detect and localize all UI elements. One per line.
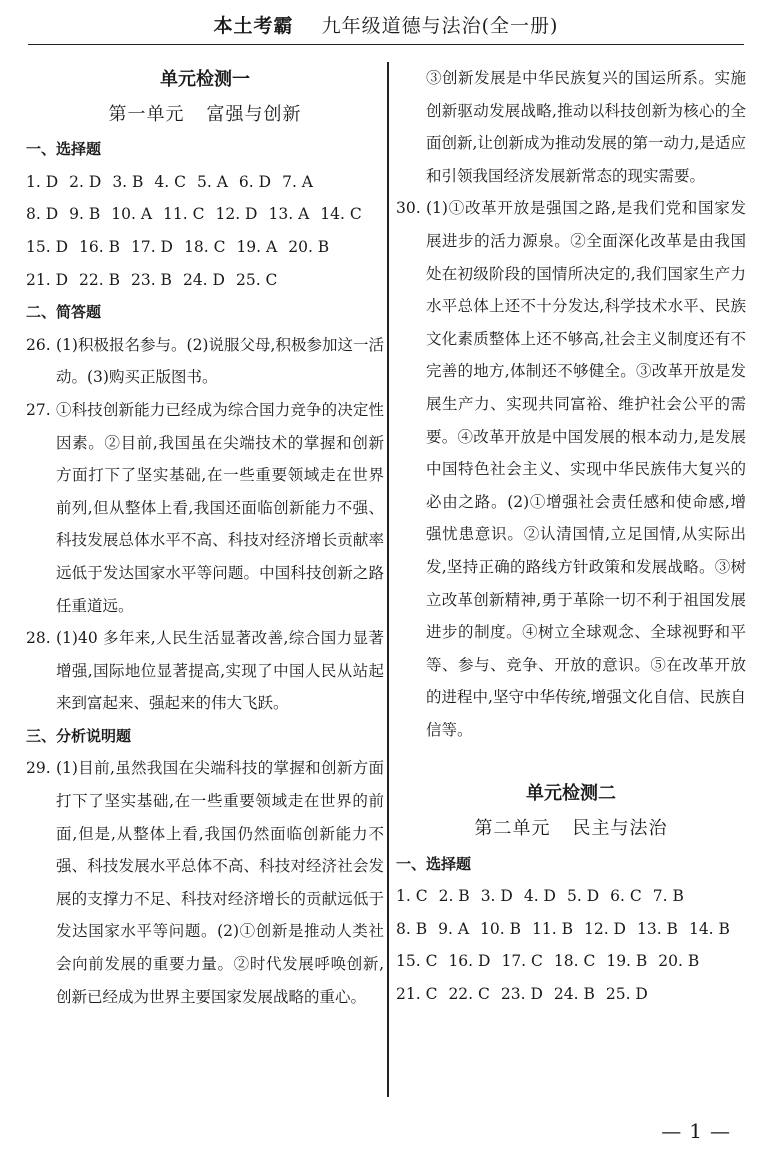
question-number: 30. xyxy=(396,199,421,218)
page-number: — 1 — xyxy=(661,1119,730,1143)
left-column xyxy=(26,62,384,1013)
choice-answer: 20. B xyxy=(288,237,330,256)
choice-answer: 5. D xyxy=(567,887,600,906)
unit2-unit: 第二单元 xyxy=(474,818,551,840)
choice-answer: 19. A xyxy=(236,237,278,256)
choice-answer: 3. B xyxy=(112,172,144,191)
unit1-theme: 富强与创新 xyxy=(206,103,302,125)
unit1-title: 单元检测一 xyxy=(160,69,250,90)
unit1-unit: 第一单元 xyxy=(108,103,185,125)
unit2-subtitle xyxy=(396,813,746,846)
choice-answer: 18. C xyxy=(553,952,596,971)
choice-answer: 24. B xyxy=(553,985,595,1004)
unit1-section-short: 二、简答题 xyxy=(26,303,102,322)
answer-29-continued: ③创新发展是中华民族复兴的国运所系。实施创新驱动发展战略,推动以科技创新为核心的全面创新,让创新成为推动发展的第一动力,是适应和引领我国经济发展新常态的现实需要。 xyxy=(426,69,746,185)
choice-answer: 14. B xyxy=(688,919,730,938)
choice-answer: 12. D xyxy=(215,205,258,224)
choice-answer: 22. B xyxy=(79,270,120,289)
answer-26 xyxy=(26,329,384,394)
answer-27 xyxy=(26,394,384,622)
unit1-choice-row xyxy=(26,198,384,231)
choice-answer: 19. B xyxy=(606,952,648,971)
question-number: 28. xyxy=(26,629,51,648)
choice-answer: 7. A xyxy=(282,172,313,191)
unit2-choice-row xyxy=(396,880,746,913)
answer-28 xyxy=(26,622,384,720)
column-divider xyxy=(387,62,389,1097)
right-column xyxy=(396,62,746,1011)
answer-text: (1)目前,虽然我国在尖端科技的掌握和创新方面打下了坚实基础,在一些重要领域走在世界的前面,但是,从整体上看,我国仍然面临创新能力不强、科技发展水平总体不高、科技对经济社会发展的支撑力不足、科技对经济增长的贡献远低于发达国家水平等问题。(2)①创新是推动人类社会向前发展的重要力量。②时代发展呼唤创新,创新已经成为世界主要国家发展战略的重心。 xyxy=(56,759,384,1006)
choice-answer: 25. D xyxy=(605,985,648,1004)
choice-answer: 8. D xyxy=(26,205,59,224)
choice-answer: 15. D xyxy=(26,237,69,256)
answer-text: ①科技创新能力已经成为综合国力竞争的决定性因素。②目前,我国虽在尖端技术的掌握和创新方面打下了坚实基础,在一些重要领域走在世界前列,但从整体上看,我国还面临创新能力不强、科技发展总体水平不高、科技对经济增长贡献率远低于发达国家水平等问题。中国科技创新之路任重道远。 xyxy=(56,400,384,615)
unit2-choice-row xyxy=(396,945,746,978)
choice-answer: 10. B xyxy=(480,919,521,938)
unit1-section-analysis: 三、分析说明题 xyxy=(26,726,132,745)
choice-answer: 23. D xyxy=(500,985,543,1004)
choice-answer: 6. C xyxy=(610,887,642,906)
answer-text: (1)①改革开放是强国之路,是我们党和国家发展进步的活力源泉。②全面深化改革是由我国处在初级阶段的国情所决定的,我们国家生产力水平总体上还不十分发达,科学技术水平、民族文化素质整体上还不够高,社会主义制度还有不完善的地方,体制还不够健全。③改革开放是发展生产力、实现共同富裕、维护社会公平的需要。④改革开放是中国发展的根本动力,是发展中国特色社会主义、实现中华民族伟大复兴的必由之路。(2)①增强社会责任感和使命感,增强忧患意识。②认清国情,立足国情,从实际出发,坚持正确的路线方针政策和发展战略。③树立改革创新精神,勇于革除一切不利于祖国发展进步的制度。④树立全球观念、全球视野和平等、参与、竞争、开放的意识。⑤在改革开放的进程中,坚守中华传统,增强文化自信、民族自信等。 xyxy=(426,199,746,739)
choice-answer: 4. D xyxy=(523,887,556,906)
choice-answer: 13. A xyxy=(268,205,310,224)
choice-answer: 22. C xyxy=(448,985,490,1004)
book-title: 本土考霸 xyxy=(213,15,294,37)
page-header xyxy=(28,8,744,45)
unit2-theme: 民主与法治 xyxy=(572,818,668,840)
choice-answer: 18. C xyxy=(184,237,226,256)
unit2-section-choice: 一、选择题 xyxy=(396,854,472,873)
question-number: 29. xyxy=(26,759,51,778)
choice-answer: 21. D xyxy=(26,270,69,289)
choice-answer: 2. D xyxy=(69,172,102,191)
unit1-section-choice: 一、选择题 xyxy=(26,140,102,159)
unit1-choice-row xyxy=(26,264,384,297)
answer-text: (1)40 多年来,人民生活显著改善,综合国力显著增强,国际地位显著提高,实现了中国人民从站起来到富起来、强起来的伟大飞跃。 xyxy=(56,629,384,713)
unit2-choice-row xyxy=(396,913,746,946)
choice-answer: 13. B xyxy=(636,919,678,938)
choice-answer: 9. A xyxy=(438,919,470,938)
choice-answer: 2. B xyxy=(438,887,470,906)
answer-29 xyxy=(26,752,384,1013)
choice-answer: 24. D xyxy=(182,270,225,289)
choice-answer: 17. C xyxy=(501,952,543,971)
choice-answer: 16. D xyxy=(448,952,491,971)
answer-30 xyxy=(396,192,746,746)
choice-answer: 4. C xyxy=(154,172,186,191)
choice-answer: 5. A xyxy=(197,172,228,191)
subject-title: 九年级道德与法治(全一册) xyxy=(321,15,559,37)
choice-answer: 8. B xyxy=(396,919,428,938)
choice-answer: 17. D xyxy=(130,237,173,256)
choice-answer: 12. D xyxy=(583,919,626,938)
choice-answer: 23. B xyxy=(130,270,172,289)
choice-answer: 9. B xyxy=(69,205,101,224)
unit2-choice-row xyxy=(396,978,746,1011)
choice-answer: 10. A xyxy=(111,205,153,224)
choice-answer: 25. C xyxy=(235,270,278,289)
choice-answer: 6. D xyxy=(238,172,272,191)
page-number-value: 1 xyxy=(689,1119,702,1143)
question-number: 26. xyxy=(26,335,51,354)
question-number: 27. xyxy=(26,400,51,419)
choice-answer: 3. D xyxy=(480,887,513,906)
choice-answer: 15. C xyxy=(396,952,438,971)
unit1-subtitle xyxy=(26,99,384,132)
choice-answer: 11. B xyxy=(532,919,573,938)
choice-answer: 7. B xyxy=(652,887,684,906)
choice-answer: 11. C xyxy=(163,205,205,224)
unit1-choice-row xyxy=(26,231,384,264)
unit2-title: 单元检测二 xyxy=(526,783,616,805)
choice-answer: 1. D xyxy=(26,172,59,191)
unit1-choice-row xyxy=(26,166,384,199)
choice-answer: 14. C xyxy=(320,205,362,224)
choice-answer: 21. C xyxy=(396,985,438,1004)
choice-answer: 16. B xyxy=(79,237,120,256)
answer-text: (1)积极报名参与。(2)说服父母,积极参加这一活动。(3)购买正版图书。 xyxy=(56,335,384,387)
choice-answer: 1. C xyxy=(396,887,428,906)
choice-answer: 20. B xyxy=(658,952,700,971)
